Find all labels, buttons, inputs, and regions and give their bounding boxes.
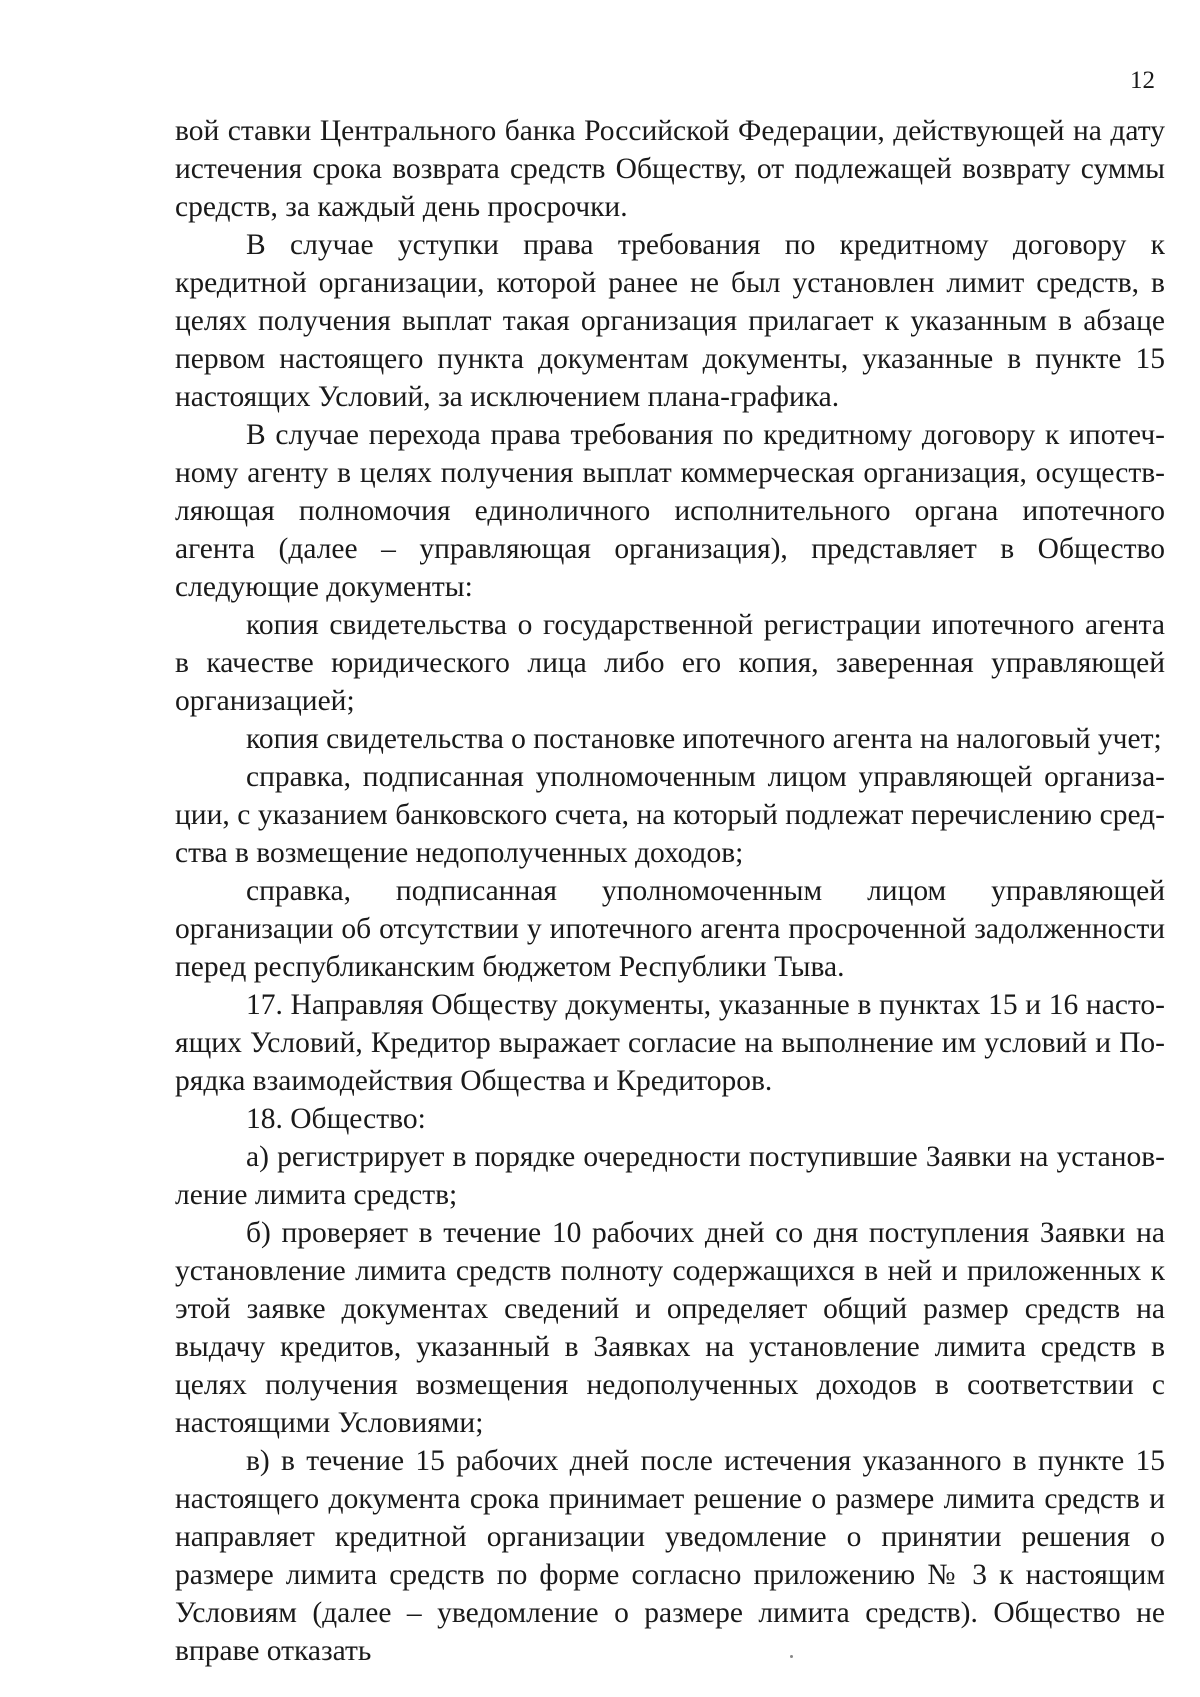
- scan-speck: [790, 1655, 793, 1658]
- paragraph-mortgage-agent: В случае перехода права требования по кредитному договору к ипотечному агенту в целях получения выплат коммерческая организация, осуществляющая полномочия единоличного исполнительного органа ипотечного агента (далее – управляющая организация), представляет в Общество следующие документы:: [175, 419, 1165, 603]
- list-item-registration-certificate: копия свидетельства о государственной регистрации ипотечного агента в качестве юридического лица либо его копия, заверенная управляющей организацией;: [175, 609, 1165, 717]
- clause-18-item-v: в) в течение 15 рабочих дней после истечения указанного в пункте 15 настоящего документа срока принимает решение о размере лимита средств и направляет кредитной организации уведомление о принятии решения о размере лимита средств по форме согласно приложению № 3 к настоящим Условиям (далее – уведомление о размере лимита средств). Общество не вправе отказать: [175, 1445, 1165, 1667]
- clause-18-heading: 18. Общество:: [246, 1103, 426, 1135]
- list-item-tax-certificate: копия свидетельства о постановке ипотечного агента на налоговый учет;: [246, 723, 1162, 755]
- clause-18-item-b: б) проверяет в течение 10 рабочих дней со дня поступления Заявки на установление лимита средств полноту содержащихся в ней и приложенных к этой заявке документах сведений и определяет общий размер средств на выдачу кредитов, указанный в Заявках на установление лимита средств в целях получения возмещения недополученных доходов в соответствии с настоящими Условиями;: [175, 1217, 1165, 1439]
- paragraph-assignment-of-rights: В случае уступки права требования по кредитному договору к кредитной организации, которой ранее не был установлен лимит средств, в целях получения выплат такая организация прилагает к указанным в абзаце первом настоящего пункта документам документы, указанные в пункте 15 настоящих Условий, за исключением плана-графика.: [175, 229, 1165, 413]
- clause-17: 17. Направляя Обществу документы, указанные в пунктах 15 и 16 настоящих Условий, Кредитор выражает согласие на выполнение им условий и Порядка взаимодействия Общества и Кредиторов.: [175, 989, 1165, 1097]
- document-body: [175, 112, 1165, 1670]
- page-number: 12: [1130, 67, 1155, 94]
- list-item-bank-account-statement: справка, подписанная уполномоченным лицом управляющей организации, с указанием банковского счета, на который подлежат перечислению средства в возмещение недополученных доходов;: [175, 761, 1165, 869]
- paragraph-continuation: вой ставки Центрального банка Российской Федерации, действующей на дату истечения срока возврата средств Обществу, от подлежащей возврату суммы средств, за каждый день просрочки.: [175, 115, 1165, 223]
- clause-18-item-a: а) регистрирует в порядке очередности поступившие Заявки на установление лимита средств;: [175, 1141, 1165, 1211]
- list-item-no-debt-statement: справка, подписанная уполномоченным лицом управляющей организации об отсутствии у ипотечного агента просроченной задолженности перед республиканским бюджетом Республики Тыва.: [175, 875, 1165, 983]
